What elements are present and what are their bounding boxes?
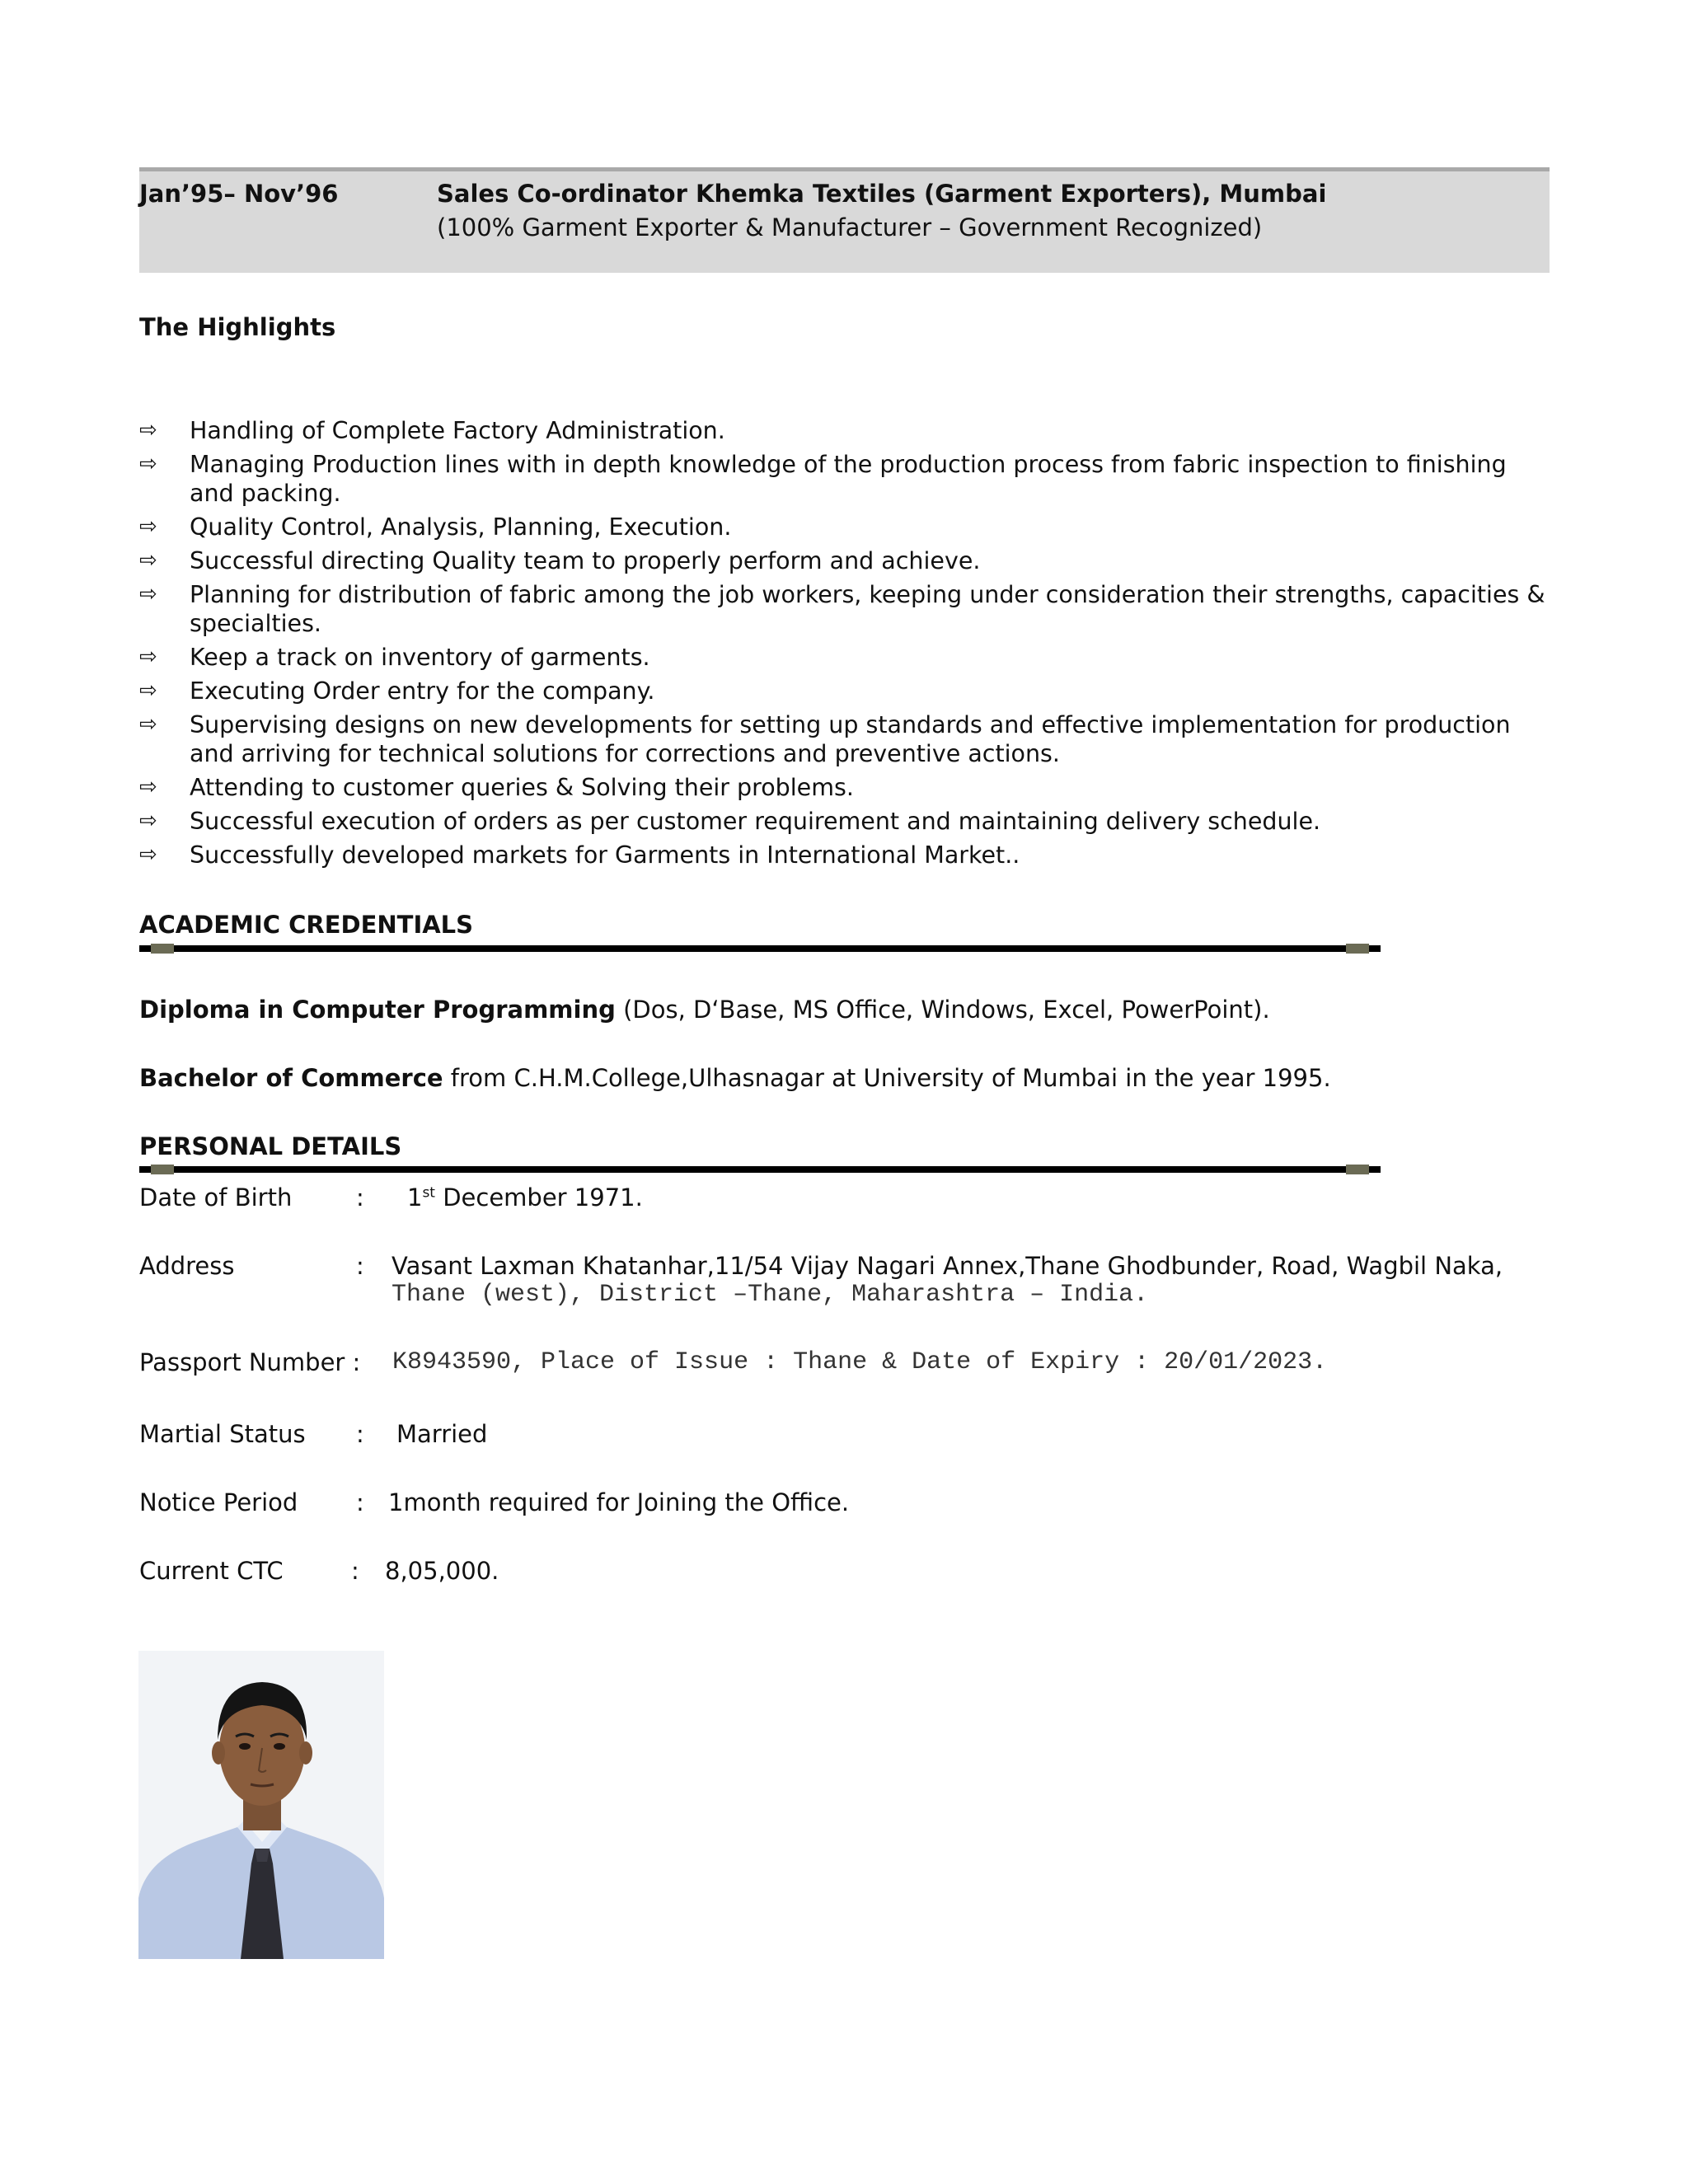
arrow-bullet-icon: ⇨ <box>139 775 157 799</box>
address-colon: : <box>356 1252 364 1280</box>
dob-colon: : <box>356 1183 364 1212</box>
job-dates: Jan’95– Nov’96 <box>139 180 339 208</box>
highlight-item <box>139 710 1557 768</box>
highlight-text: Attending to customer queries & Solving their problems. <box>190 774 854 801</box>
arrow-bullet-icon: ⇨ <box>139 712 157 737</box>
highlight-item <box>139 643 1557 672</box>
highlight-item <box>139 841 1557 869</box>
highlight-item <box>139 450 1557 508</box>
profile-photo-drawing <box>138 1651 384 1959</box>
marital-label: Martial Status <box>139 1420 306 1448</box>
highlight-text: Managing Production lines with in depth knowledge of the production process from fabric inspection to finishing and packing. <box>190 451 1507 507</box>
highlight-text: Handling of Complete Factory Administration. <box>190 417 725 444</box>
diploma-details: (Dos, D‘Base, MS Office, Windows, Excel, PowerPoint). <box>615 996 1270 1024</box>
highlight-text: Successful execution of orders as per customer requirement and maintaining delivery schedule. <box>190 808 1321 835</box>
divider-cap-right <box>1346 1165 1369 1174</box>
highlight-text: Executing Order entry for the company. <box>190 677 655 705</box>
marital-colon: : <box>356 1420 364 1448</box>
dob-month-year: December 1971. <box>434 1183 643 1212</box>
passport-label: Passport Number : <box>139 1348 361 1376</box>
highlights-list <box>139 416 1557 874</box>
arrow-bullet-icon: ⇨ <box>139 452 157 476</box>
divider-cap-right <box>1346 944 1369 954</box>
dob-label: Date of Birth <box>139 1183 293 1212</box>
divider-cap-left <box>151 1165 174 1174</box>
divider-cap-left <box>151 944 174 954</box>
academic-heading: ACADEMIC CREDENTIALS <box>139 911 474 939</box>
notice-label: Notice Period <box>139 1488 298 1516</box>
bachelor-title: Bachelor of Commerce <box>139 1064 443 1092</box>
highlight-item <box>139 546 1557 575</box>
personal-divider <box>139 1166 1381 1173</box>
notice-value: 1month required for Joining the Office. <box>388 1488 850 1516</box>
ctc-value: 8,05,000. <box>385 1557 499 1585</box>
bachelor-line <box>139 1064 1331 1092</box>
arrow-bullet-icon: ⇨ <box>139 842 157 867</box>
highlight-text: Quality Control, Analysis, Planning, Execution. <box>190 513 732 541</box>
highlight-item <box>139 416 1557 445</box>
marital-value: Married <box>396 1420 488 1448</box>
personal-heading: PERSONAL DETAILS <box>139 1132 402 1160</box>
bachelor-details: from C.H.M.College,Ulhasnagar at University of Mumbai in the year 1995. <box>443 1064 1331 1092</box>
academic-divider <box>139 945 1381 952</box>
job-title: Sales Co-ordinator Khemka Textiles (Garment Exporters), Mumbai <box>437 180 1327 208</box>
address-label: Address <box>139 1252 235 1280</box>
arrow-bullet-icon: ⇨ <box>139 678 157 703</box>
highlight-text: Planning for distribution of fabric among the job workers, keeping under consideration their strengths, capacities & specialties. <box>190 581 1545 637</box>
highlight-item <box>139 807 1557 836</box>
address-line-1: Vasant Laxman Khatanhar,11/54 Vijay Nagari Annex,Thane Ghodbunder, Road, Wagbil Naka, <box>392 1252 1503 1280</box>
ctc-colon: : <box>351 1557 359 1585</box>
notice-colon: : <box>356 1488 364 1516</box>
arrow-bullet-icon: ⇨ <box>139 644 157 669</box>
passport-value: K8943590, Place of Issue : Thane & Date of Expiry : 20/01/2023. <box>392 1348 1328 1376</box>
highlight-item <box>139 580 1557 638</box>
diploma-title: Diploma in Computer Programming <box>139 996 616 1024</box>
dob-day: 1 <box>407 1183 423 1212</box>
highlight-item <box>139 677 1557 705</box>
diploma-line <box>139 996 1270 1024</box>
ctc-label: Current CTC <box>139 1557 284 1585</box>
arrow-bullet-icon: ⇨ <box>139 514 157 539</box>
highlight-text: Keep a track on inventory of garments. <box>190 644 650 671</box>
job-header-band <box>139 167 1550 273</box>
arrow-bullet-icon: ⇨ <box>139 808 157 833</box>
arrow-bullet-icon: ⇨ <box>139 548 157 573</box>
arrow-bullet-icon: ⇨ <box>139 418 157 443</box>
highlight-text: Successful directing Quality team to properly perform and achieve. <box>190 547 981 574</box>
highlight-item <box>139 513 1557 541</box>
dob-value <box>407 1183 643 1212</box>
job-subtitle: (100% Garment Exporter & Manufacturer – Government Recognized) <box>437 213 1263 241</box>
highlight-item <box>139 773 1557 802</box>
highlight-text: Successfully developed markets for Garments in International Market.. <box>190 841 1020 869</box>
highlight-text: Supervising designs on new developments for setting up standards and effective implementation for production and arriving for technical solutions for corrections and preventive actions. <box>190 711 1511 767</box>
dob-ordinal: st <box>422 1184 435 1202</box>
arrow-bullet-icon: ⇨ <box>139 582 157 607</box>
address-line-2: Thane (west), District –Thane, Maharashtra – India. <box>392 1281 1149 1309</box>
highlights-heading: The Highlights <box>139 313 336 341</box>
profile-photo <box>138 1651 384 1959</box>
